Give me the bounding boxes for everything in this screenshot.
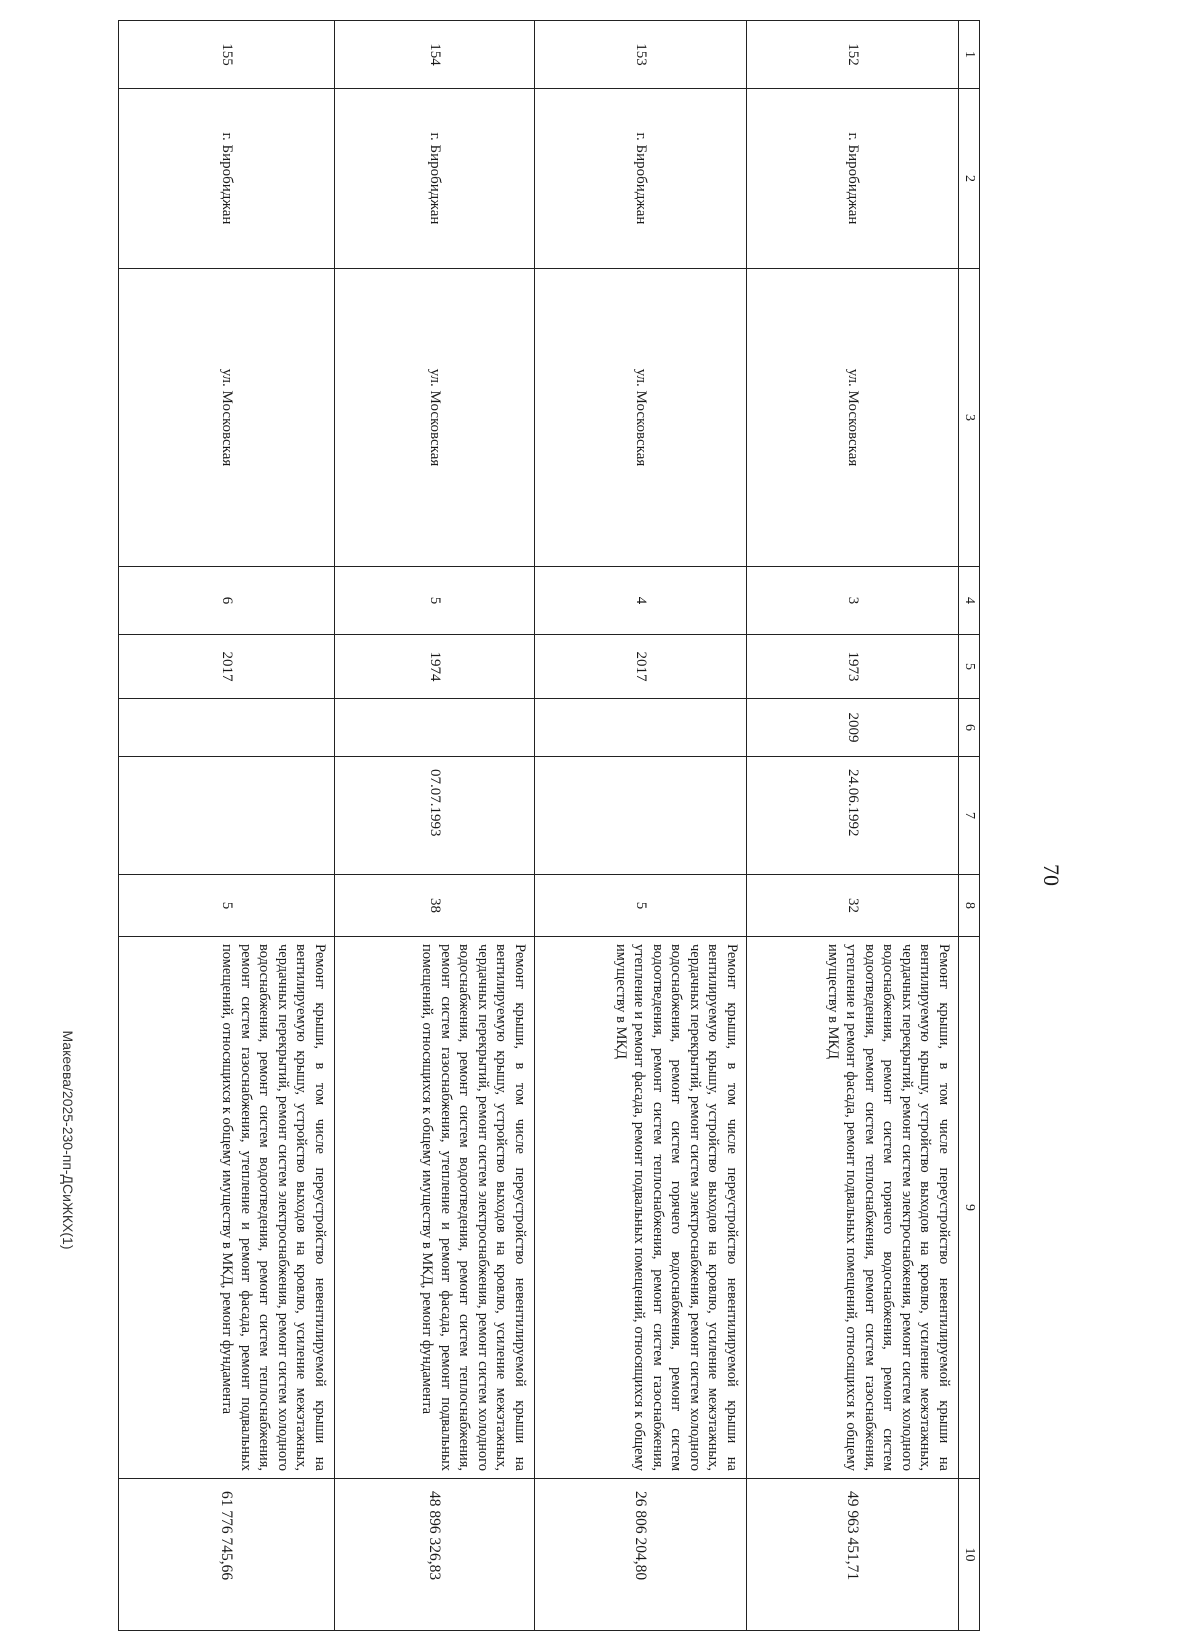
header-col-1: 1 — [959, 21, 980, 89]
row-number: 152 — [747, 21, 959, 89]
date-cell — [119, 757, 335, 875]
col6-cell: 2009 — [747, 699, 959, 757]
street-cell: ул. Московская — [535, 269, 747, 567]
header-col-7: 7 — [959, 757, 980, 875]
repair-program-table — [118, 20, 980, 1631]
house-cell: 4 — [535, 567, 747, 635]
city-cell: г. Биробиджан — [747, 89, 959, 269]
city-cell: г. Биробиджан — [535, 89, 747, 269]
cost-cell: 61 776 745,66 — [119, 1479, 335, 1631]
city-cell: г. Биробиджан — [119, 89, 335, 269]
cost-cell: 26 806 204,80 — [535, 1479, 747, 1631]
works-description-cell: Ремонт крыши, в том числе переустройство невентилируемой крыши на вентилируемую крышу, устройство выходов на кровлю, усиление межэтажных, чердачных перекрытий, ремонт систем электроснабжения, ремонт систем холодного водоснабжения, ремонт систем горячего водоснабжения, ремонт систем водоотведения, ремонт систем теплоснабжения, ремонт систем газоснабжения, утепление и ремонт фасада, ремонт подвальных помещений, относящихся к общему имуществу в МКД — [535, 937, 747, 1479]
house-cell: 5 — [335, 567, 535, 635]
col6-cell — [119, 699, 335, 757]
col8-cell: 5 — [119, 875, 335, 937]
year-built-cell: 1973 — [747, 635, 959, 699]
table-row — [335, 21, 535, 1631]
cost-cell: 49 963 451,71 — [747, 1479, 959, 1631]
col8-cell: 38 — [335, 875, 535, 937]
col8-cell: 5 — [535, 875, 747, 937]
col8-cell: 32 — [747, 875, 959, 937]
row-number: 155 — [119, 21, 335, 89]
header-col-6: 6 — [959, 699, 980, 757]
street-cell: ул. Московская — [747, 269, 959, 567]
table-row — [119, 21, 335, 1631]
header-col-5: 5 — [959, 635, 980, 699]
header-col-4: 4 — [959, 567, 980, 635]
house-cell: 6 — [119, 567, 335, 635]
works-description-cell: Ремонт крыши, в том числе переустройство невентилируемой крыши на вентилируемую крышу, устройство выходов на кровлю, усиление межэтажных, чердачных перекрытий, ремонт систем электроснабжения, ремонт систем холодного водоснабжения, ремонт систем горячего водоснабжения, ремонт систем водоотведения, ремонт систем теплоснабжения, ремонт систем газоснабжения, утепление и ремонт фасада, ремонт подвальных помещений, относящихся к общему имуществу в МКД — [747, 937, 959, 1479]
header-row — [959, 21, 980, 1631]
col6-cell — [335, 699, 535, 757]
date-cell: 07.07.1993 — [335, 757, 535, 875]
row-number: 153 — [535, 21, 747, 89]
street-cell: ул. Московская — [119, 269, 335, 567]
header-col-3: 3 — [959, 269, 980, 567]
date-cell: 24.06.1992 — [747, 757, 959, 875]
city-cell: г. Биробиджан — [335, 89, 535, 269]
header-col-10: 10 — [959, 1479, 980, 1631]
rotated-table-container — [120, 20, 980, 1630]
footer-document-code: Макеева/2025-230-пп-ДСиЖКХ(1) — [60, 1030, 76, 1250]
street-cell: ул. Московская — [335, 269, 535, 567]
works-description-cell: Ремонт крыши, в том числе переустройство невентилируемой крыши на вентилируемую крышу, устройство выходов на кровлю, усиление межэтажных, чердачных перекрытий, ремонт систем электроснабжения, ремонт систем холодного водоснабжения, ремонт систем водоотведения, ремонт систем теплоснабжения, ремонт систем газоснабжения, утепление и ремонт фасада, ремонт подвальных помещений, относящихся к общему имуществу в МКД, ремонт фундамента — [119, 937, 335, 1479]
house-cell: 3 — [747, 567, 959, 635]
cost-cell: 48 896 326,83 — [335, 1479, 535, 1631]
table-row — [747, 21, 959, 1631]
header-col-9: 9 — [959, 937, 980, 1479]
year-built-cell: 1974 — [335, 635, 535, 699]
col6-cell — [535, 699, 747, 757]
row-number: 154 — [335, 21, 535, 89]
year-built-cell: 2017 — [119, 635, 335, 699]
header-col-2: 2 — [959, 89, 980, 269]
header-col-8: 8 — [959, 875, 980, 937]
table-row — [535, 21, 747, 1631]
date-cell — [535, 757, 747, 875]
year-built-cell: 2017 — [535, 635, 747, 699]
page-number: 70 — [1039, 864, 1064, 886]
works-description-cell: Ремонт крыши, в том числе переустройство невентилируемой крыши на вентилируемую крышу, устройство выходов на кровлю, усиление межэтажных, чердачных перекрытий, ремонт систем электроснабжения, ремонт систем холодного водоснабжения, ремонт систем водоотведения, ремонт систем теплоснабжения, ремонт систем газоснабжения, утепление и ремонт фасада, ремонт подвальных помещений, относящихся к общему имуществу в МКД, ремонт фундамента — [335, 937, 535, 1479]
